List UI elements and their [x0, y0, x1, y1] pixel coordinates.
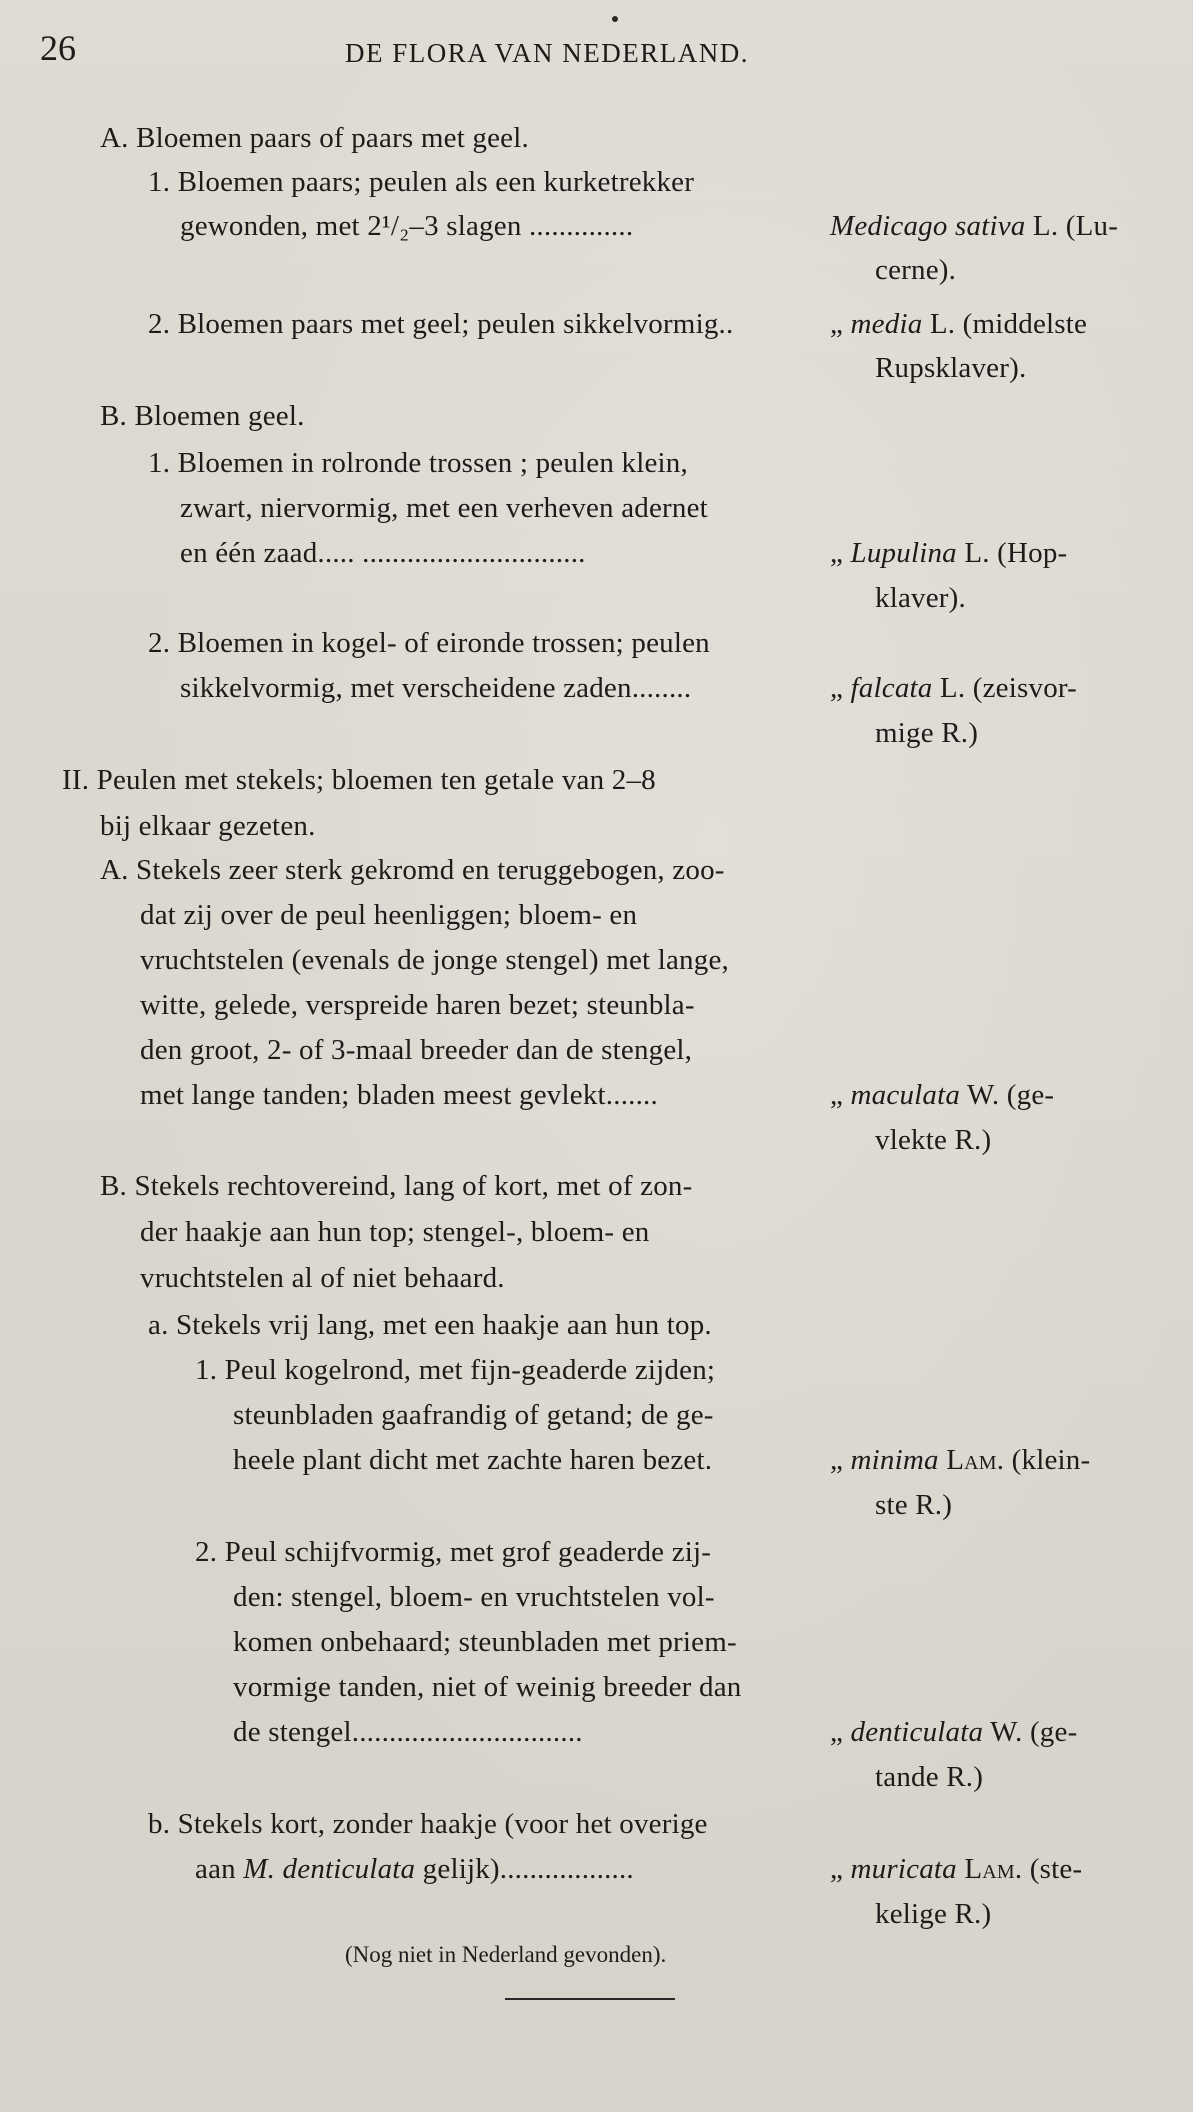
- species-name: „ media L. (middelste: [830, 308, 1088, 340]
- running-head: DE FLORA VAN NEDERLAND.: [345, 38, 750, 68]
- key-line: witte, gelede, verspreide haren bezet; steunbla-: [140, 989, 695, 1021]
- key-line: 1. Bloemen in rolronde trossen ; peulen klein,: [148, 447, 688, 479]
- species-name: „ falcata L. (zeisvor-: [830, 672, 1078, 704]
- key-line: vlekte R.): [875, 1124, 992, 1156]
- footnote: (Nog niet in Nederland gevonden).: [345, 1942, 667, 1967]
- key-line: vruchtstelen al of niet behaard.: [140, 1262, 505, 1294]
- species-name: „ muricata Lam. (ste-: [830, 1853, 1083, 1885]
- key-line: 1. Bloemen paars; peulen als een kurketrekker: [148, 166, 695, 198]
- key-line: mige R.): [875, 717, 979, 749]
- key-line: a. Stekels vrij lang, met een haakje aan hun top.: [148, 1309, 712, 1341]
- species-name: „ denticulata W. (ge-: [830, 1716, 1078, 1748]
- key-line: Rupsklaver).: [875, 352, 1027, 384]
- key-line: sikkelvormig, met verscheidene zaden........: [180, 672, 692, 704]
- key-line: met lange tanden; bladen meest gevlekt.......: [140, 1079, 658, 1111]
- key-line: de stengel...............................: [233, 1716, 583, 1748]
- species-name: „ minima Lam. (klein-: [830, 1444, 1091, 1476]
- key-line: den groot, 2- of 3-maal breeder dan de stengel,: [140, 1034, 693, 1066]
- key-line: II. Peulen met stekels; bloemen ten getale van 2–8: [62, 764, 656, 796]
- key-line: klaver).: [875, 582, 966, 614]
- key-line: 2. Bloemen paars met geel; peulen sikkelvormig..: [148, 308, 734, 340]
- page-number: 26: [40, 28, 76, 68]
- key-line: B. Stekels rechtovereind, lang of kort, met of zon-: [100, 1170, 693, 1202]
- key-line: steunbladen gaafrandig of getand; de ge-: [233, 1399, 714, 1431]
- key-line: zwart, niervormig, met een verheven adernet: [180, 492, 708, 524]
- key-line: en één zaad..... ..............................: [180, 537, 586, 569]
- key-line: 1. Peul kogelrond, met fijn-geaderde zijden;: [195, 1354, 716, 1386]
- key-line: vruchtstelen (evenals de jonge stengel) met lange,: [140, 944, 729, 976]
- key-line: aan M. denticulata gelijk)..................: [195, 1853, 634, 1885]
- print-mark: [612, 16, 618, 22]
- key-line: tande R.): [875, 1761, 984, 1793]
- key-line: der haakje aan hun top; stengel-, bloem- en: [140, 1216, 650, 1248]
- key-line: 2. Peul schijfvormig, met grof geaderde zij-: [195, 1536, 712, 1568]
- key-line: komen onbehaard; steunbladen met priem-: [233, 1626, 737, 1658]
- key-line: B. Bloemen geel.: [100, 400, 305, 432]
- key-line: gewonden, met 2¹/₂–3 slagen ..............: [180, 210, 634, 242]
- end-rule: [505, 1998, 675, 2000]
- key-line: dat zij over de peul heenliggen; bloem- en: [140, 899, 638, 931]
- key-line: heele plant dicht met zachte haren bezet.: [233, 1444, 713, 1476]
- key-line: den: stengel, bloem- en vruchtstelen vol-: [233, 1581, 715, 1613]
- key-line: bij elkaar gezeten.: [100, 810, 316, 842]
- key-line: cerne).: [875, 254, 957, 286]
- species-name: „ Lupulina L. (Hop-: [830, 537, 1068, 569]
- key-line: 2. Bloemen in kogel- of eironde trossen; peulen: [148, 627, 710, 659]
- key-line: kelige R.): [875, 1898, 992, 1930]
- species-name: „ maculata W. (ge-: [830, 1079, 1055, 1111]
- key-line: ste R.): [875, 1489, 953, 1521]
- species-name: Medicago sativa L. (Lu-: [830, 210, 1119, 242]
- key-line: vormige tanden, niet of weinig breeder dan: [233, 1671, 742, 1703]
- key-line: A. Bloemen paars of paars met geel.: [100, 122, 529, 154]
- key-line: A. Stekels zeer sterk gekromd en teruggebogen, zoo-: [100, 854, 725, 886]
- key-line: b. Stekels kort, zonder haakje (voor het overige: [148, 1808, 708, 1840]
